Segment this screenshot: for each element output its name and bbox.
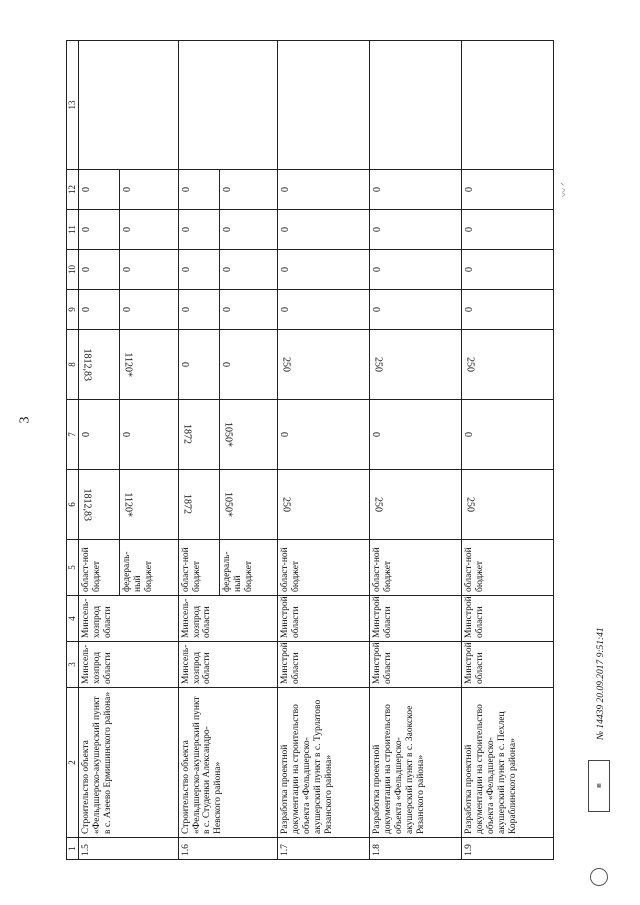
row-source: област-ной бюджет bbox=[370, 540, 462, 596]
cell-value: 0 bbox=[178, 330, 219, 400]
cell-value: 1120* bbox=[120, 330, 178, 400]
col-num: 11 bbox=[67, 210, 79, 250]
col-num: 4 bbox=[67, 596, 79, 642]
col-num: 2 bbox=[67, 688, 79, 838]
cell-value: 0 bbox=[278, 400, 370, 470]
cell-value: 0 bbox=[178, 290, 219, 330]
col-num: 3 bbox=[67, 642, 79, 688]
table-row bbox=[370, 41, 462, 860]
table-row bbox=[278, 41, 370, 860]
cell-value: 0 bbox=[370, 400, 462, 470]
cell-value: 1050* bbox=[220, 400, 278, 470]
table-row bbox=[178, 41, 219, 860]
row-source: федераль-ный бюджет bbox=[120, 540, 178, 596]
row-id: 1.6 bbox=[178, 838, 278, 860]
header-row bbox=[67, 41, 79, 860]
row-name: Разработка проектной документации на строительство объекта «Фельдшерско-акушерский пункт в с. Пехлец Кораблинского района» bbox=[462, 688, 554, 838]
table-row bbox=[79, 41, 120, 860]
cell-value: 0 bbox=[220, 170, 278, 210]
col-num: 10 bbox=[67, 250, 79, 290]
page-number: 3 bbox=[17, 416, 33, 424]
row-executor: Минстрой области bbox=[462, 596, 554, 642]
col-num: 12 bbox=[67, 170, 79, 210]
cell-value: 1812,83 bbox=[79, 470, 120, 540]
cell-value: 0 bbox=[462, 290, 554, 330]
cell-value: 0 bbox=[220, 290, 278, 330]
cell-value: 0 bbox=[120, 250, 178, 290]
cell-value: 250 bbox=[462, 330, 554, 400]
row-source: област-ной бюджет bbox=[462, 540, 554, 596]
cell-value: 1872 bbox=[178, 400, 219, 470]
row-source: федераль-ный бюджет bbox=[220, 540, 278, 596]
row-customer: Минсель-хозпрод области bbox=[79, 642, 179, 688]
handwritten-mark-icon: 〰 ᐟ bbox=[559, 181, 569, 197]
cell-value: 250 bbox=[278, 470, 370, 540]
cell-value: 0 bbox=[370, 250, 462, 290]
col-num: 7 bbox=[67, 400, 79, 470]
col-num: 13 bbox=[67, 41, 79, 170]
cell-value: 0 bbox=[120, 290, 178, 330]
cell-value: 250 bbox=[370, 330, 462, 400]
cell-value: 0 bbox=[370, 170, 462, 210]
cell-value: 0 bbox=[278, 170, 370, 210]
row-customer: Минстрой области bbox=[462, 642, 554, 688]
coat-of-arms-icon bbox=[590, 868, 608, 886]
cell-value: 1050* bbox=[220, 470, 278, 540]
budget-table bbox=[66, 40, 554, 860]
cell-value: 250 bbox=[278, 330, 370, 400]
cell-value: 0 bbox=[278, 210, 370, 250]
row-customer: Минсель-хозпрод области bbox=[178, 642, 278, 688]
document-footer bbox=[596, 627, 606, 740]
row-customer: Минстрой области bbox=[278, 642, 370, 688]
cell-value: 1872 bbox=[178, 470, 219, 540]
row-executor: Минсель-хозпрод области bbox=[79, 596, 179, 642]
cell-value: 0 bbox=[220, 210, 278, 250]
cell-value: 0 bbox=[79, 290, 120, 330]
cell-value: 0 bbox=[79, 170, 120, 210]
row-name: Строительство объекта «Фельдшерско-акушерский пункт в с. Студенки Александро-Невского района» bbox=[178, 688, 278, 838]
row-executor: Минстрой области bbox=[370, 596, 462, 642]
cell-empty bbox=[370, 41, 462, 170]
row-name: Разработка проектной документации на строительство объекта «Фельдшерско-акушерский пункт в с. Турлатово Рязанского района» bbox=[278, 688, 370, 838]
row-name: Строительство объекта «Фельдшерско-акушерский пункт в с. Азеево Ермишинского района» bbox=[79, 688, 179, 838]
col-num: 9 bbox=[67, 290, 79, 330]
row-source: област-ной бюджет bbox=[79, 540, 120, 596]
cell-value: 0 bbox=[220, 250, 278, 290]
row-executor: Минсель-хозпрод области bbox=[178, 596, 278, 642]
cell-value: 0 bbox=[79, 210, 120, 250]
cell-value: 0 bbox=[178, 250, 219, 290]
cell-value: 0 bbox=[178, 170, 219, 210]
cell-empty bbox=[278, 41, 370, 170]
cell-empty bbox=[79, 41, 179, 170]
cell-value: 0 bbox=[120, 170, 178, 210]
row-name: Разработка проектной документации на строительство объекта «Фельдшерско-акушерский пункт в с. Заокское Рязанского района» bbox=[370, 688, 462, 838]
cell-value: 0 bbox=[462, 210, 554, 250]
cell-value: 0 bbox=[370, 290, 462, 330]
row-customer: Минстрой области bbox=[370, 642, 462, 688]
cell-value: 250 bbox=[462, 470, 554, 540]
document-number: № 14439 20.09.2017 9:51:41 bbox=[596, 627, 606, 740]
cell-value: 250 bbox=[370, 470, 462, 540]
row-id: 1.9 bbox=[462, 838, 554, 860]
cell-value: 0 bbox=[462, 250, 554, 290]
cell-value: 0 bbox=[79, 250, 120, 290]
cell-value: 0 bbox=[278, 250, 370, 290]
cell-value: 1812,83 bbox=[79, 330, 120, 400]
row-source: област-ной бюджет bbox=[278, 540, 370, 596]
cell-value: 0 bbox=[220, 330, 278, 400]
cell-value: 0 bbox=[178, 210, 219, 250]
cell-value: 0 bbox=[120, 400, 178, 470]
row-id: 1.5 bbox=[79, 838, 179, 860]
row-source: област-ной бюджет bbox=[178, 540, 219, 596]
cell-empty bbox=[178, 41, 278, 170]
row-id: 1.8 bbox=[370, 838, 462, 860]
cell-value: 0 bbox=[462, 170, 554, 210]
row-executor: Минстрой области bbox=[278, 596, 370, 642]
cell-value: 0 bbox=[278, 290, 370, 330]
col-num: 1 bbox=[67, 838, 79, 860]
col-num: 5 bbox=[67, 540, 79, 596]
cell-value: 0 bbox=[462, 400, 554, 470]
col-num: 8 bbox=[67, 330, 79, 400]
row-id: 1.7 bbox=[278, 838, 370, 860]
cell-value: 1120* bbox=[120, 470, 178, 540]
col-num: 6 bbox=[67, 470, 79, 540]
document-table-wrapper bbox=[66, 40, 554, 860]
cell-value: 0 bbox=[370, 210, 462, 250]
cell-empty bbox=[462, 41, 554, 170]
table-row bbox=[462, 41, 554, 860]
cell-value: 0 bbox=[120, 210, 178, 250]
registration-stamp-icon: ▦ bbox=[588, 760, 610, 812]
cell-value: 0 bbox=[79, 400, 120, 470]
